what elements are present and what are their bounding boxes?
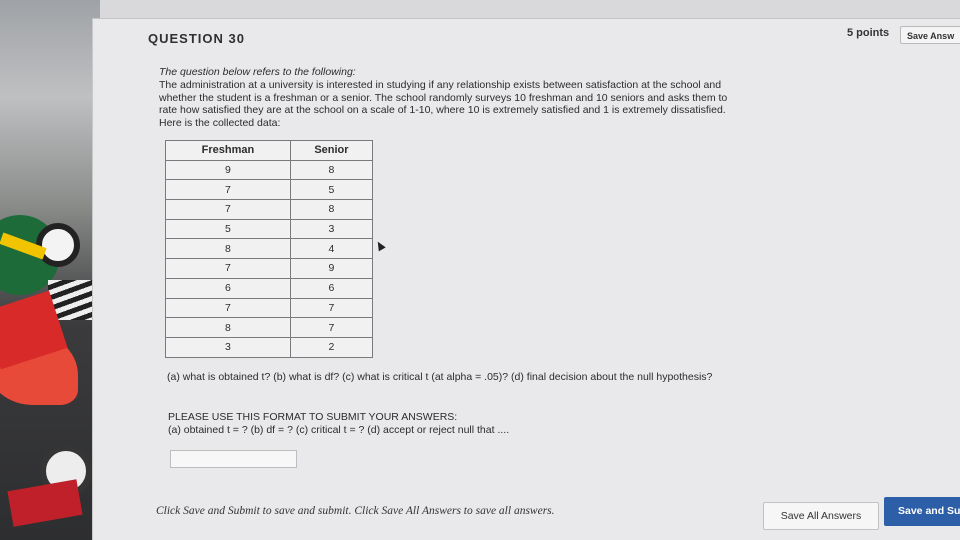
save-answer-button[interactable]: Save Answ bbox=[900, 26, 960, 44]
table-row bbox=[166, 180, 373, 200]
table-row bbox=[166, 298, 373, 318]
points-label: 5 points bbox=[847, 27, 890, 39]
divider bbox=[92, 18, 960, 19]
question-text bbox=[159, 66, 809, 130]
table-cell: 6 bbox=[166, 278, 291, 298]
table-cell: 9 bbox=[166, 160, 291, 180]
table-header-row bbox=[166, 141, 373, 161]
table-row bbox=[166, 219, 373, 239]
table-row bbox=[166, 259, 373, 279]
table-row bbox=[166, 200, 373, 220]
table-cell: 7 bbox=[166, 200, 291, 220]
table-cell: 7 bbox=[166, 259, 291, 279]
decorative-shape bbox=[36, 223, 80, 267]
answer-input[interactable] bbox=[170, 450, 297, 468]
question-body-line: whether the student is a freshman or a senior. The school randomly surveys 10 freshman and 10 seniors and asks them to bbox=[159, 91, 728, 104]
table-cell: 8 bbox=[166, 318, 291, 338]
footer-instructions: Click Save and Submit to save and submit. Click Save All Answers to save all answers. bbox=[156, 505, 555, 517]
question-parts: (a) what is obtained t? (b) what is df? (c) what is critical t (at alpha = .05)? (d) final decision about the null hypothesis? bbox=[167, 371, 713, 383]
table-cell: 2 bbox=[290, 337, 372, 357]
data-table bbox=[165, 140, 373, 358]
table-row bbox=[166, 318, 373, 338]
table-cell: 7 bbox=[290, 298, 372, 318]
table-cell: 5 bbox=[290, 180, 372, 200]
question-body-line: rate how satisfied they are at the school on a scale of 1-10, where 10 is extremely satisfied and 1 is extremely dissatisfied. bbox=[159, 104, 726, 117]
question-title: QUESTION 30 bbox=[148, 31, 245, 46]
format-instructions: (a) obtained t = ? (b) df = ? (c) critical t = ? (d) accept or reject null that .... bbox=[168, 424, 510, 436]
question-body-line: Here is the collected data: bbox=[159, 117, 281, 130]
table-cell: 5 bbox=[166, 219, 291, 239]
table-cell: 4 bbox=[290, 239, 372, 259]
save-all-answers-button[interactable]: Save All Answers bbox=[763, 502, 879, 530]
table-row bbox=[166, 160, 373, 180]
table-row bbox=[166, 278, 373, 298]
table-cell: 7 bbox=[290, 318, 372, 338]
save-and-submit-button[interactable]: Save and Su bbox=[884, 497, 960, 526]
table-cell: 8 bbox=[290, 200, 372, 220]
column-header-senior: Senior bbox=[290, 141, 372, 161]
table-cell: 6 bbox=[290, 278, 372, 298]
question-intro: The question below refers to the following: bbox=[159, 66, 356, 78]
decorative-poster-edge bbox=[0, 0, 100, 540]
table-cell: 3 bbox=[290, 219, 372, 239]
table-cell: 8 bbox=[166, 239, 291, 259]
table-row bbox=[166, 239, 373, 259]
table-cell: 7 bbox=[166, 298, 291, 318]
table-cell: 7 bbox=[166, 180, 291, 200]
table-cell: 9 bbox=[290, 259, 372, 279]
question-body-line: The administration at a university is interested in studying if any relationship exists between satisfaction at the school and bbox=[159, 78, 722, 91]
table-row bbox=[166, 337, 373, 357]
table-cell: 3 bbox=[166, 337, 291, 357]
decorative-shape bbox=[7, 479, 82, 527]
format-heading: PLEASE USE THIS FORMAT TO SUBMIT YOUR ANSWERS: bbox=[168, 411, 458, 423]
table-cell: 8 bbox=[290, 160, 372, 180]
column-header-freshman: Freshman bbox=[166, 141, 291, 161]
